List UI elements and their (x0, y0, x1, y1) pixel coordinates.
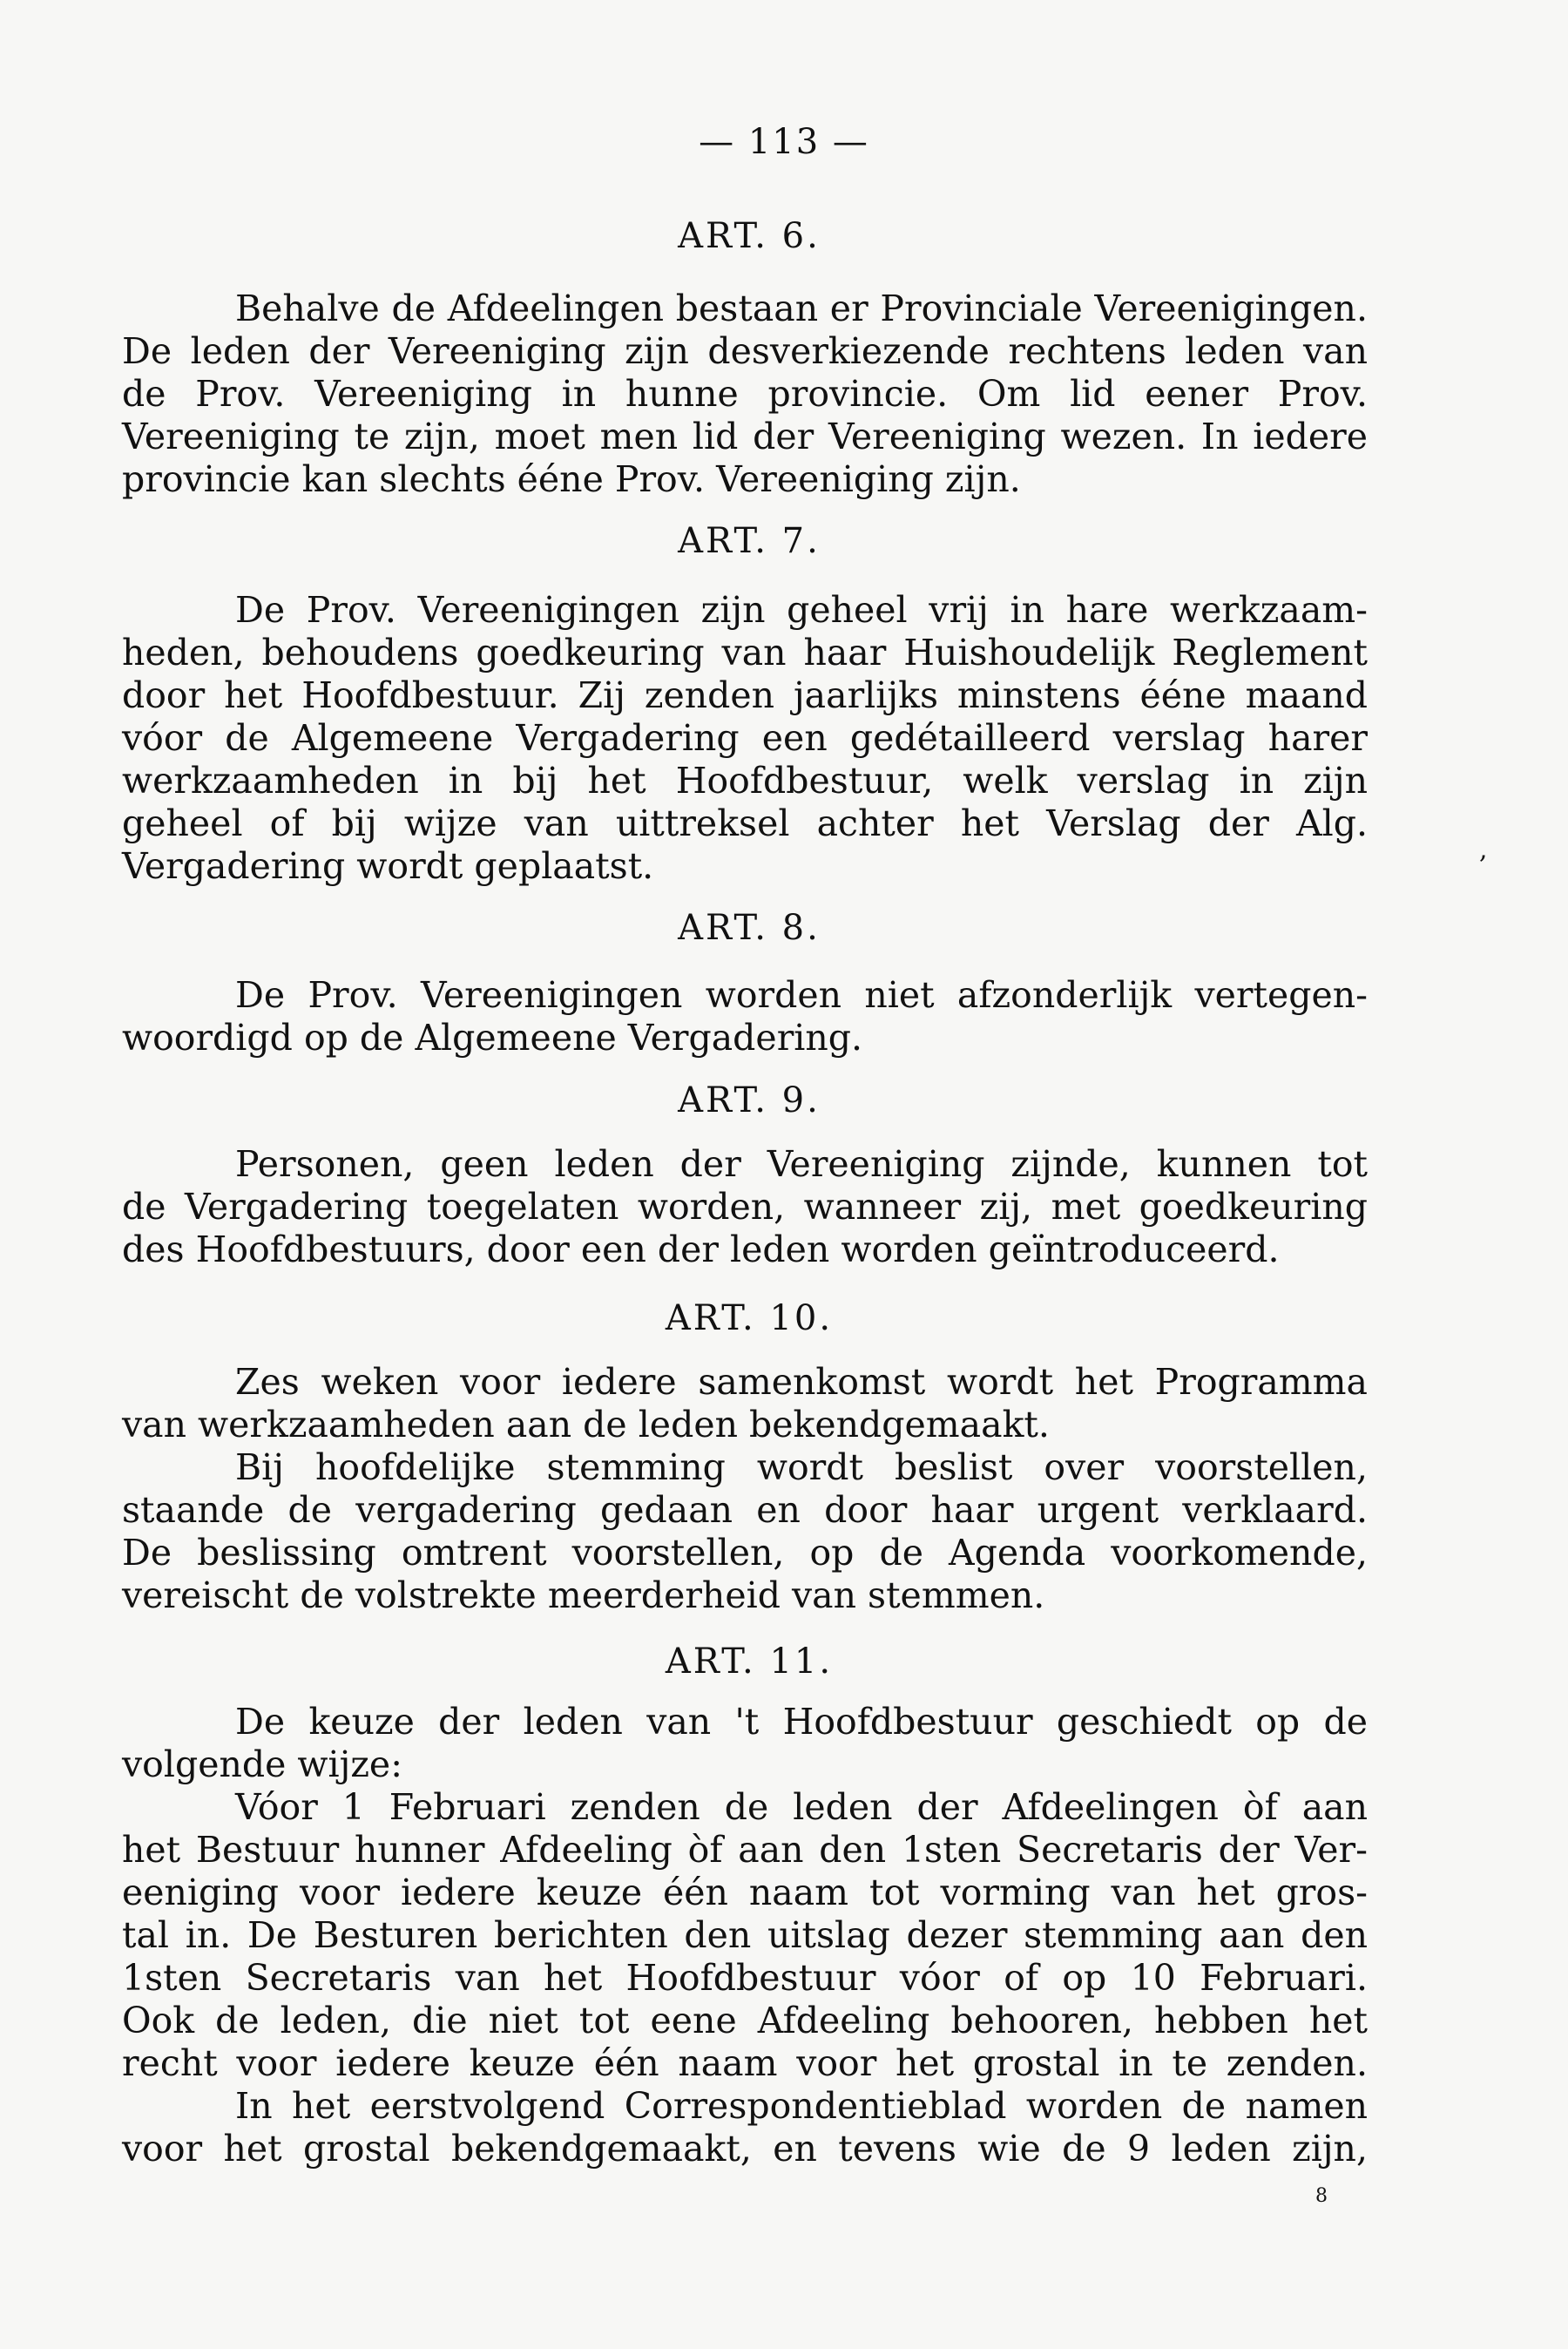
text-line: door het Hoofdbestuur. Zij zenden jaarlijks minstens ééne maand (122, 674, 1368, 716)
text-line: De Prov. Vereenigingen worden niet afzonderlijk vertegen- (235, 974, 1368, 1016)
text-line: Ook de leden, die niet tot eene Afdeeling behooren, hebben het (122, 2000, 1368, 2041)
text-line: eeniging voor iedere keuze één naam tot vorming van het gros- (122, 1872, 1368, 1913)
text-line: provincie kan slechts ééne Prov. Vereeniging zijn. (122, 458, 1021, 500)
page-number: — 113 — (699, 122, 869, 162)
stray-mark: , (1479, 835, 1488, 865)
text-line: het Bestuur hunner Afdeeling òf aan den 1sten Secretaris der Ver- (122, 1829, 1368, 1871)
article-8-text (122, 974, 1368, 1059)
text-line: De keuze der leden van 't Hoofdbestuur geschiedt op de (235, 1701, 1368, 1743)
text-line: volgende wijze: (122, 1743, 403, 1785)
text-line: werkzaamheden in bij het Hoofdbestuur, welk verslag in zijn (122, 760, 1368, 802)
text-line: Bij hoofdelijke stemming wordt beslist over voorstellen, (235, 1446, 1368, 1488)
text-line: De Prov. Vereenigingen zijn geheel vrij in hare werkzaam- (235, 589, 1368, 631)
signature-mark: 8 (1315, 2185, 1328, 2207)
text-line: In het eerstvolgend Correspondentieblad worden de namen (235, 2085, 1368, 2127)
text-line: Personen, geen leden der Vereeniging zijnde, kunnen tot (235, 1143, 1368, 1185)
text-line: De beslissing omtrent voorstellen, op de Agenda voorkomende, (122, 1532, 1368, 1574)
text-line: voor het grostal bekendgemaakt, en tevens wie de 9 leden zijn, (122, 2128, 1368, 2170)
article-7-text (122, 589, 1368, 888)
text-line: recht voor iedere keuze één naam voor het grostal in te zenden. (122, 2042, 1368, 2084)
text-line: Behalve de Afdeelingen bestaan er Provinciale Vereenigingen. (235, 288, 1368, 329)
text-line: Zes weken voor iedere samenkomst wordt het Programma (235, 1361, 1368, 1403)
text-line: des Hoofdbestuurs, door een der leden worden geïntroduceerd. (122, 1229, 1280, 1270)
article-11-text (122, 1701, 1368, 2170)
text-line: geheel of bij wijze van uittreksel achter het Verslag der Alg. (122, 802, 1368, 844)
text-line: de Vergadering toegelaten worden, wanneer zij, met goedkeuring (122, 1186, 1368, 1228)
text-line: Vóor 1 Februari zenden de leden der Afdeelingen òf aan (235, 1786, 1368, 1828)
article-6-text (122, 288, 1368, 501)
text-line: staande de vergadering gedaan en door haar urgent verklaard. (122, 1489, 1368, 1531)
text-line: vereischt de volstrekte meerderheid van stemmen. (122, 1574, 1045, 1616)
text-line: woordigd op de Algemeene Vergadering. (122, 1017, 863, 1059)
article-10-text (122, 1361, 1368, 1617)
article-7-heading: ART. 7. (678, 521, 821, 561)
article-10-heading: ART. 10. (665, 1298, 834, 1338)
article-9-heading: ART. 9. (678, 1080, 821, 1120)
text-line: Vereeniging te zijn, moet men lid der Vereeniging wezen. In iedere (122, 416, 1368, 457)
text-line: vóor de Algemeene Vergadering een gedétailleerd verslag harer (122, 717, 1368, 759)
text-line: Vergadering wordt geplaatst. (122, 845, 654, 887)
article-8-heading: ART. 8. (678, 908, 821, 948)
article-9-text (122, 1143, 1368, 1271)
text-line: heden, behoudens goedkeuring van haar Huishoudelijk Reglement (122, 632, 1368, 674)
article-11-heading: ART. 11. (665, 1642, 834, 1682)
text-line: van werkzaamheden aan de leden bekendgemaakt. (122, 1404, 1050, 1445)
text-line: tal in. De Besturen berichten den uitslag dezer stemming aan den (122, 1914, 1368, 1956)
text-line: De leden der Vereeniging zijn desverkiezende rechtens leden van (122, 330, 1368, 372)
article-6-heading: ART. 6. (678, 216, 821, 256)
text-line: 1sten Secretaris van het Hoofdbestuur vóor of op 10 Februari. (122, 1957, 1368, 1999)
text-line: de Prov. Vereeniging in hunne provincie. Om lid eener Prov. (122, 373, 1368, 415)
